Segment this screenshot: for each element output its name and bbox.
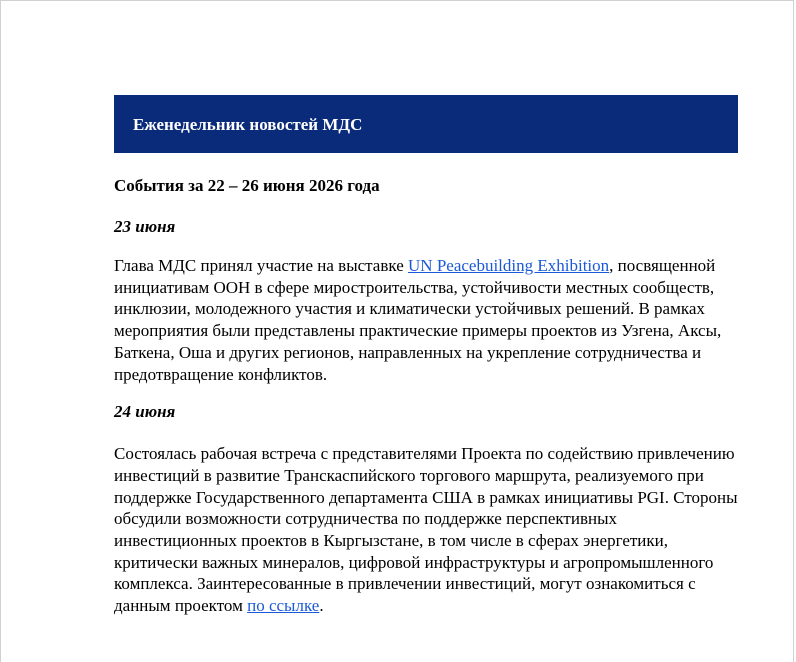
entry-date-1: 23 июня (114, 217, 176, 236)
entry-text-2 (114, 443, 738, 617)
entry-text-1 (114, 255, 738, 385)
newsletter-banner (114, 95, 738, 153)
entry-text-2-end: . (319, 596, 324, 616)
project-link[interactable]: по ссылке (247, 596, 320, 616)
entry-text-1-start: Глава МДС принял участие на выставке (114, 256, 409, 275)
un-peacebuilding-exhibition-link[interactable]: UN Peacebuilding Exhibition (408, 256, 610, 275)
banner-title: Еженедельник новостей МДС (133, 115, 363, 134)
entry-text-1-end: , посвященной инициативам ООН в сфере миростроительства, устойчивости местных сообществ, инклюзии, молодежного участия и климатически устойчивых решений. В рамках мероприятия были представлены практические примеры проектов из Узгена, Аксы, Баткена, Оша и других регионов, направленных на укрепление сотрудничества и предотвращение конфликтов. (114, 256, 722, 384)
events-period-heading: События за 22 – 26 июня 2026 года (114, 176, 380, 195)
newsletter-content (114, 95, 738, 617)
entry-date-2: 24 июня (114, 402, 176, 422)
entry-text-2-start: Состоялась рабочая встреча с представителями Проекта по содействию привлечению инвестиций в развитие Транскаспийского торгового маршрута, реализуемого при поддержке Государственного департамента США в рамках инициативы PGI. Стороны обсудили возможности сотрудничества по поддержке перспективных инвестиционных проектов в Кыргызстане, в том числе в сферах энергетики, критически важных минералов, цифровой инфраструктуры и агропромышленного комплекса. Заинтересованные в привлечении инвестиций, могут ознакомиться с данным проектом (114, 444, 738, 616)
